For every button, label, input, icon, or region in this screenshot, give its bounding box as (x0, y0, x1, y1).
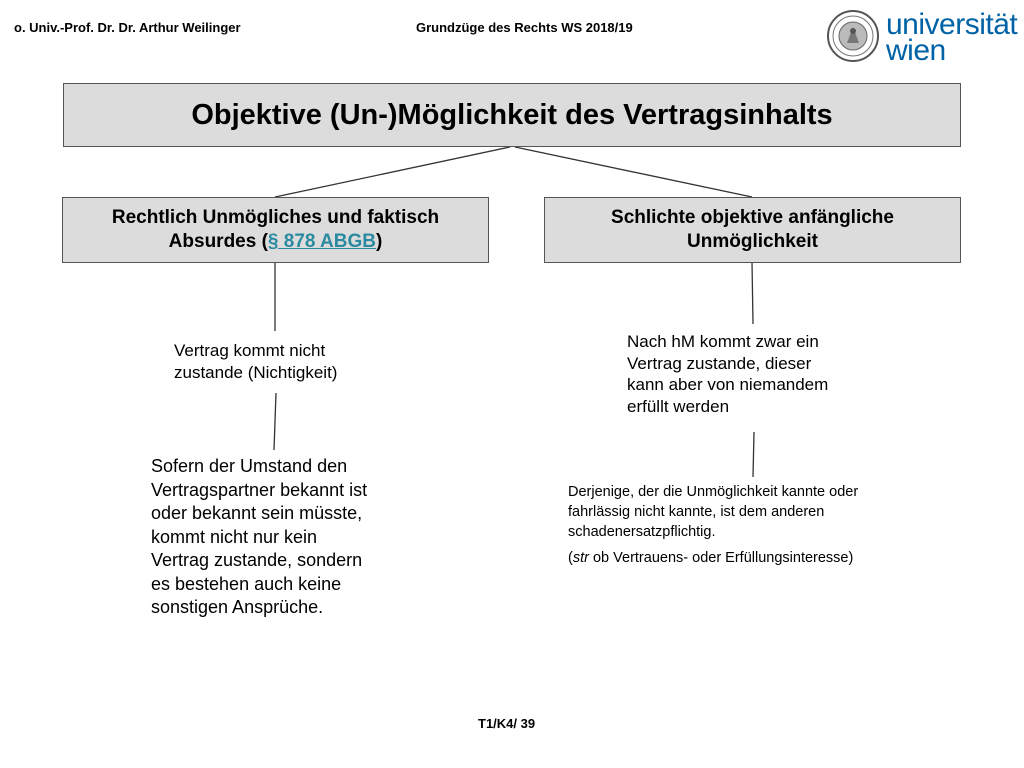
connector-right-node1-node2 (753, 432, 754, 477)
logo-line1: universität (886, 8, 1018, 41)
left-category-box (62, 197, 489, 263)
abgb-link[interactable]: § 878 ABGB (267, 231, 376, 252)
left-node2-line: oder bekannt sein müsste, (151, 503, 363, 523)
right-category-box (544, 197, 961, 263)
left-node2-line: kommt nicht nur kein (151, 526, 318, 547)
left-node2-line: Vertrag zustande, sondern (151, 550, 363, 570)
note-open-paren: ( (568, 550, 573, 566)
slide-number: T1/K4/ 39 (478, 716, 536, 731)
left-node2-line: Sofern der Umstand den (151, 456, 348, 476)
note-rest: ob Vertrauens- oder Erfüllungsinteresse) (588, 550, 854, 566)
left-box-prefix: Absurdes ( (168, 231, 268, 252)
left-node2-text (151, 455, 367, 620)
right-node1-line: Vertrag zustande, dieser (627, 353, 812, 373)
title-box (63, 83, 961, 147)
page-title: Objektive (Un-)Möglichkeit des Vertragsinhalts (191, 98, 833, 131)
left-node2-line: sonstigen Ansprüche. (151, 597, 324, 617)
left-node2-line: Vertragspartner bekannt ist (151, 479, 368, 500)
header-course: Grundzüge des Rechts WS 2018/19 (416, 20, 633, 35)
left-node1-line: zustande (Nichtigkeit) (174, 362, 338, 382)
right-node2-line: Derjenige, der die Unmöglichkeit kannte oder (568, 484, 859, 500)
left-box-line1: Rechtlich Unmögliches und faktisch (111, 207, 440, 228)
right-node2-line: fahrlässig nicht kannte, ist dem anderen (568, 504, 825, 520)
note-italic: str (572, 550, 589, 566)
right-node1-line: Nach hM kommt zwar ein (627, 332, 819, 351)
left-node1-text (174, 340, 337, 383)
header-author: o. Univ.-Prof. Dr. Dr. Arthur Weilinger (14, 20, 241, 35)
logo-line2: wien (886, 34, 946, 67)
connector-left-node1-node2 (274, 393, 276, 450)
right-node2-note (568, 548, 858, 568)
right-box-line2: Unmöglichkeit (687, 231, 818, 252)
connector-right-box-node1 (752, 262, 753, 324)
left-box-suffix: ) (375, 231, 383, 252)
right-node1-line: kann aber von niemandem (627, 375, 829, 394)
connector-title-right (515, 147, 752, 197)
connector-title-left (275, 147, 510, 197)
right-node1-line: erfüllt werden (627, 396, 730, 416)
left-node2-line: es bestehen auch keine (151, 573, 342, 594)
right-node2-text (568, 482, 858, 568)
left-node1-line: Vertrag kommt nicht (174, 341, 326, 360)
right-box-line1: Schlichte objektive anfängliche (611, 207, 894, 228)
right-node1-text (627, 331, 828, 417)
right-node2-line: schadenersatzpflichtig. (568, 524, 716, 540)
